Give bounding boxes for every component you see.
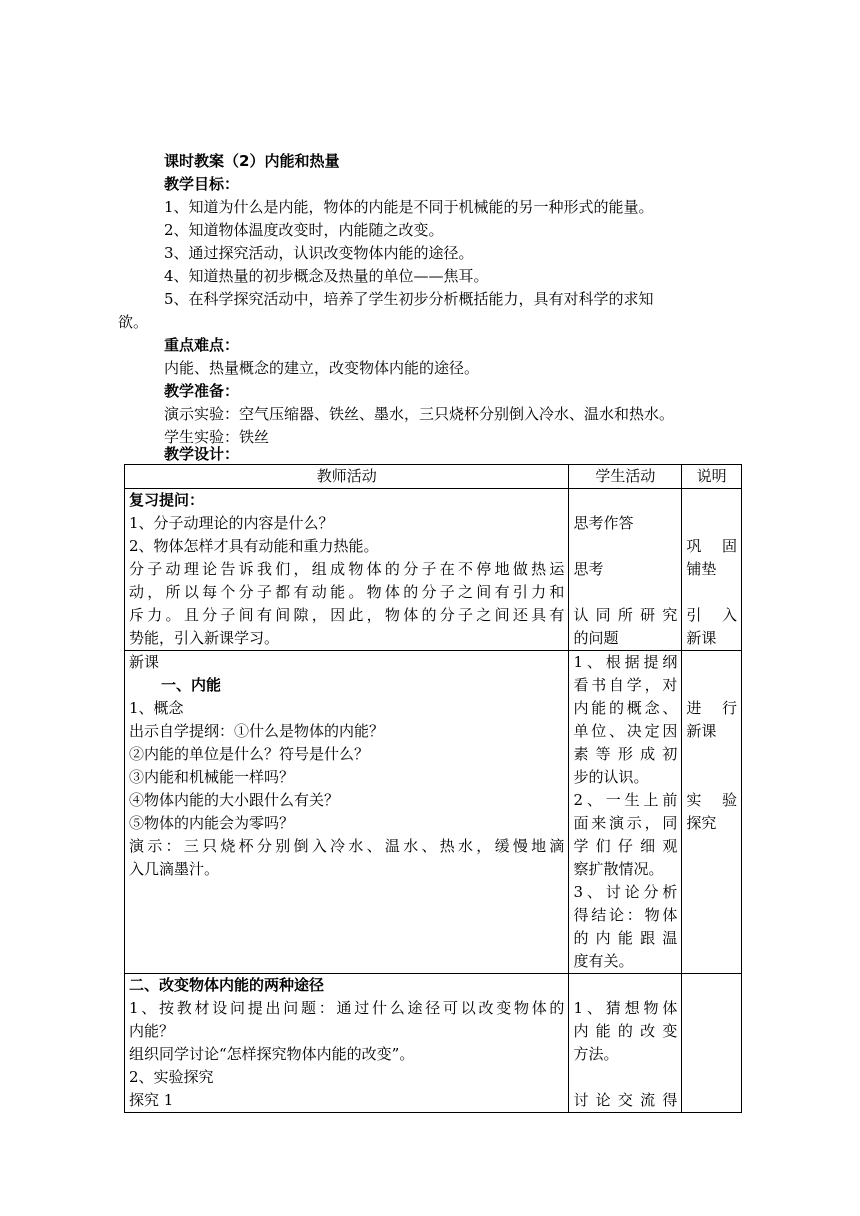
note-line: 进行	[686, 699, 737, 717]
note-line: 铺垫	[686, 560, 717, 578]
student-line: 3、讨论分析	[573, 883, 678, 901]
student-line: 度有关。	[573, 952, 634, 970]
teacher-line: 新课	[129, 653, 160, 671]
objective-4: 4、知道热量的初步概念及热量的单位——焦耳。	[164, 267, 489, 285]
note-line: 巩固	[686, 537, 737, 555]
objective-5-cont: 欲。	[118, 313, 149, 331]
note-line: 引入	[686, 606, 737, 624]
table-row	[125, 489, 742, 651]
teacher-cell	[125, 651, 569, 974]
note-line: 新课	[686, 629, 717, 647]
section-heading: 二、改变物体内能的两种途径	[129, 976, 325, 994]
teacher-line: 出示自学提纲：①什么是物体的内能？	[129, 722, 385, 740]
objective-2: 2、知道物体温度改变时，内能随之改变。	[164, 221, 444, 239]
student-line: 学们仔细观	[573, 837, 678, 855]
student-line: 1、猜想物体	[573, 999, 678, 1017]
teacher-line: 动，所以每个分子都有动能。物体的分子之间有引力和	[129, 583, 565, 601]
note-line: 探究	[686, 814, 717, 832]
design-heading: 教学设计：	[164, 445, 240, 463]
key-points-text: 内能、热量概念的建立，改变物体内能的途径。	[164, 359, 480, 377]
student-line: 2、一生上前	[573, 791, 678, 809]
teacher-line: 2、物体怎样才具有动能和重力热能。	[129, 537, 379, 555]
preparation-student: 学生实验：铁丝	[164, 428, 270, 446]
student-line: 讨论交流得	[573, 1091, 678, 1109]
note-line: 实验	[686, 791, 737, 809]
student-cell	[569, 651, 682, 974]
header-note: 说明	[682, 465, 742, 489]
teacher-line: 1、分子动理论的内容是什么？	[129, 514, 334, 532]
key-points-heading: 重点难点：	[164, 336, 240, 354]
header-student: 学生活动	[569, 465, 682, 489]
student-line: 思考作答	[573, 514, 634, 532]
lesson-table	[124, 464, 742, 1113]
page-title: 课时教案（2）内能和热量	[164, 152, 340, 170]
student-line: 思考	[573, 560, 604, 578]
review-heading: 复习提问：	[129, 491, 205, 509]
preparation-heading: 教学准备：	[164, 382, 240, 400]
objectives-heading: 教学目标：	[164, 175, 240, 193]
teacher-line: 1、按教材设问提出问题：通过什么途径可以改变物体的	[129, 999, 565, 1017]
objective-5: 5、在科学探究活动中，培养了学生初步分析概括能力，具有对科学的求知	[164, 290, 654, 308]
teacher-line: ②内能的单位是什么？符号是什么？	[129, 745, 370, 763]
student-line: 单位、决定因	[573, 722, 678, 740]
note-cell	[682, 651, 742, 974]
teacher-line: 1、概念	[129, 699, 184, 717]
teacher-line: 势能，引入新课学习。	[129, 629, 280, 647]
table-row	[125, 651, 742, 974]
teacher-line: 内能？	[129, 1022, 175, 1040]
student-line: 面来演示，同	[573, 814, 678, 832]
teacher-line: ③内能和机械能一样吗？	[129, 768, 295, 786]
teacher-line: 探究 1	[129, 1091, 174, 1109]
note-cell	[682, 974, 742, 1113]
student-cell	[569, 489, 682, 651]
student-line: 得结论：物体	[573, 906, 678, 924]
table-row	[125, 974, 742, 1113]
student-line: 看书自学，对	[573, 676, 678, 694]
student-cell	[569, 974, 682, 1113]
note-cell	[682, 489, 742, 651]
teacher-line: ⑤物体的内能会为零吗？	[129, 814, 295, 832]
student-line: 素等形成初	[573, 745, 678, 763]
table-header-row	[125, 465, 742, 489]
student-line: 的问题	[573, 629, 619, 647]
teacher-line: 2、实验探究	[129, 1068, 214, 1086]
teacher-line: 斥力。且分子间有间隙，因此，物体的分子之间还具有	[129, 606, 565, 624]
teacher-line: 分子动理论告诉我们，组成物体的分子在不停地做热运	[129, 560, 565, 578]
note-line: 新课	[686, 722, 717, 740]
objective-3: 3、通过探究活动，认识改变物体内能的途径。	[164, 244, 474, 262]
student-line: 步的认识。	[573, 768, 649, 786]
teacher-line: 入几滴墨汁。	[129, 860, 220, 878]
teacher-cell	[125, 489, 569, 651]
student-line: 方法。	[573, 1045, 619, 1063]
student-line: 的内能跟温	[573, 929, 678, 947]
section-heading: 一、内能	[161, 676, 222, 694]
objective-1: 1、知道为什么是内能，物体的内能是不同于机械能的另一种形式的能量。	[164, 198, 654, 216]
header-teacher: 教师活动	[125, 465, 569, 489]
teacher-line: 演示：三只烧杯分别倒入冷水、温水、热水，缓慢地滴	[129, 837, 565, 855]
teacher-line: ④物体内能的大小跟什么有关？	[129, 791, 340, 809]
teacher-line: 组织同学讨论“怎样探究物体内能的改变”。	[129, 1045, 415, 1063]
student-line: 察扩散情况。	[573, 860, 664, 878]
student-line: 内能的改变	[573, 1022, 678, 1040]
teacher-cell	[125, 974, 569, 1113]
student-line: 内能的概念、	[573, 699, 678, 717]
student-line: 1、根据提纲	[573, 653, 678, 671]
student-line: 认同所研究	[573, 606, 678, 624]
preparation-demo: 演示实验：空气压缩器、铁丝、墨水，三只烧杯分别倒入冷水、温水和热水。	[164, 405, 675, 423]
